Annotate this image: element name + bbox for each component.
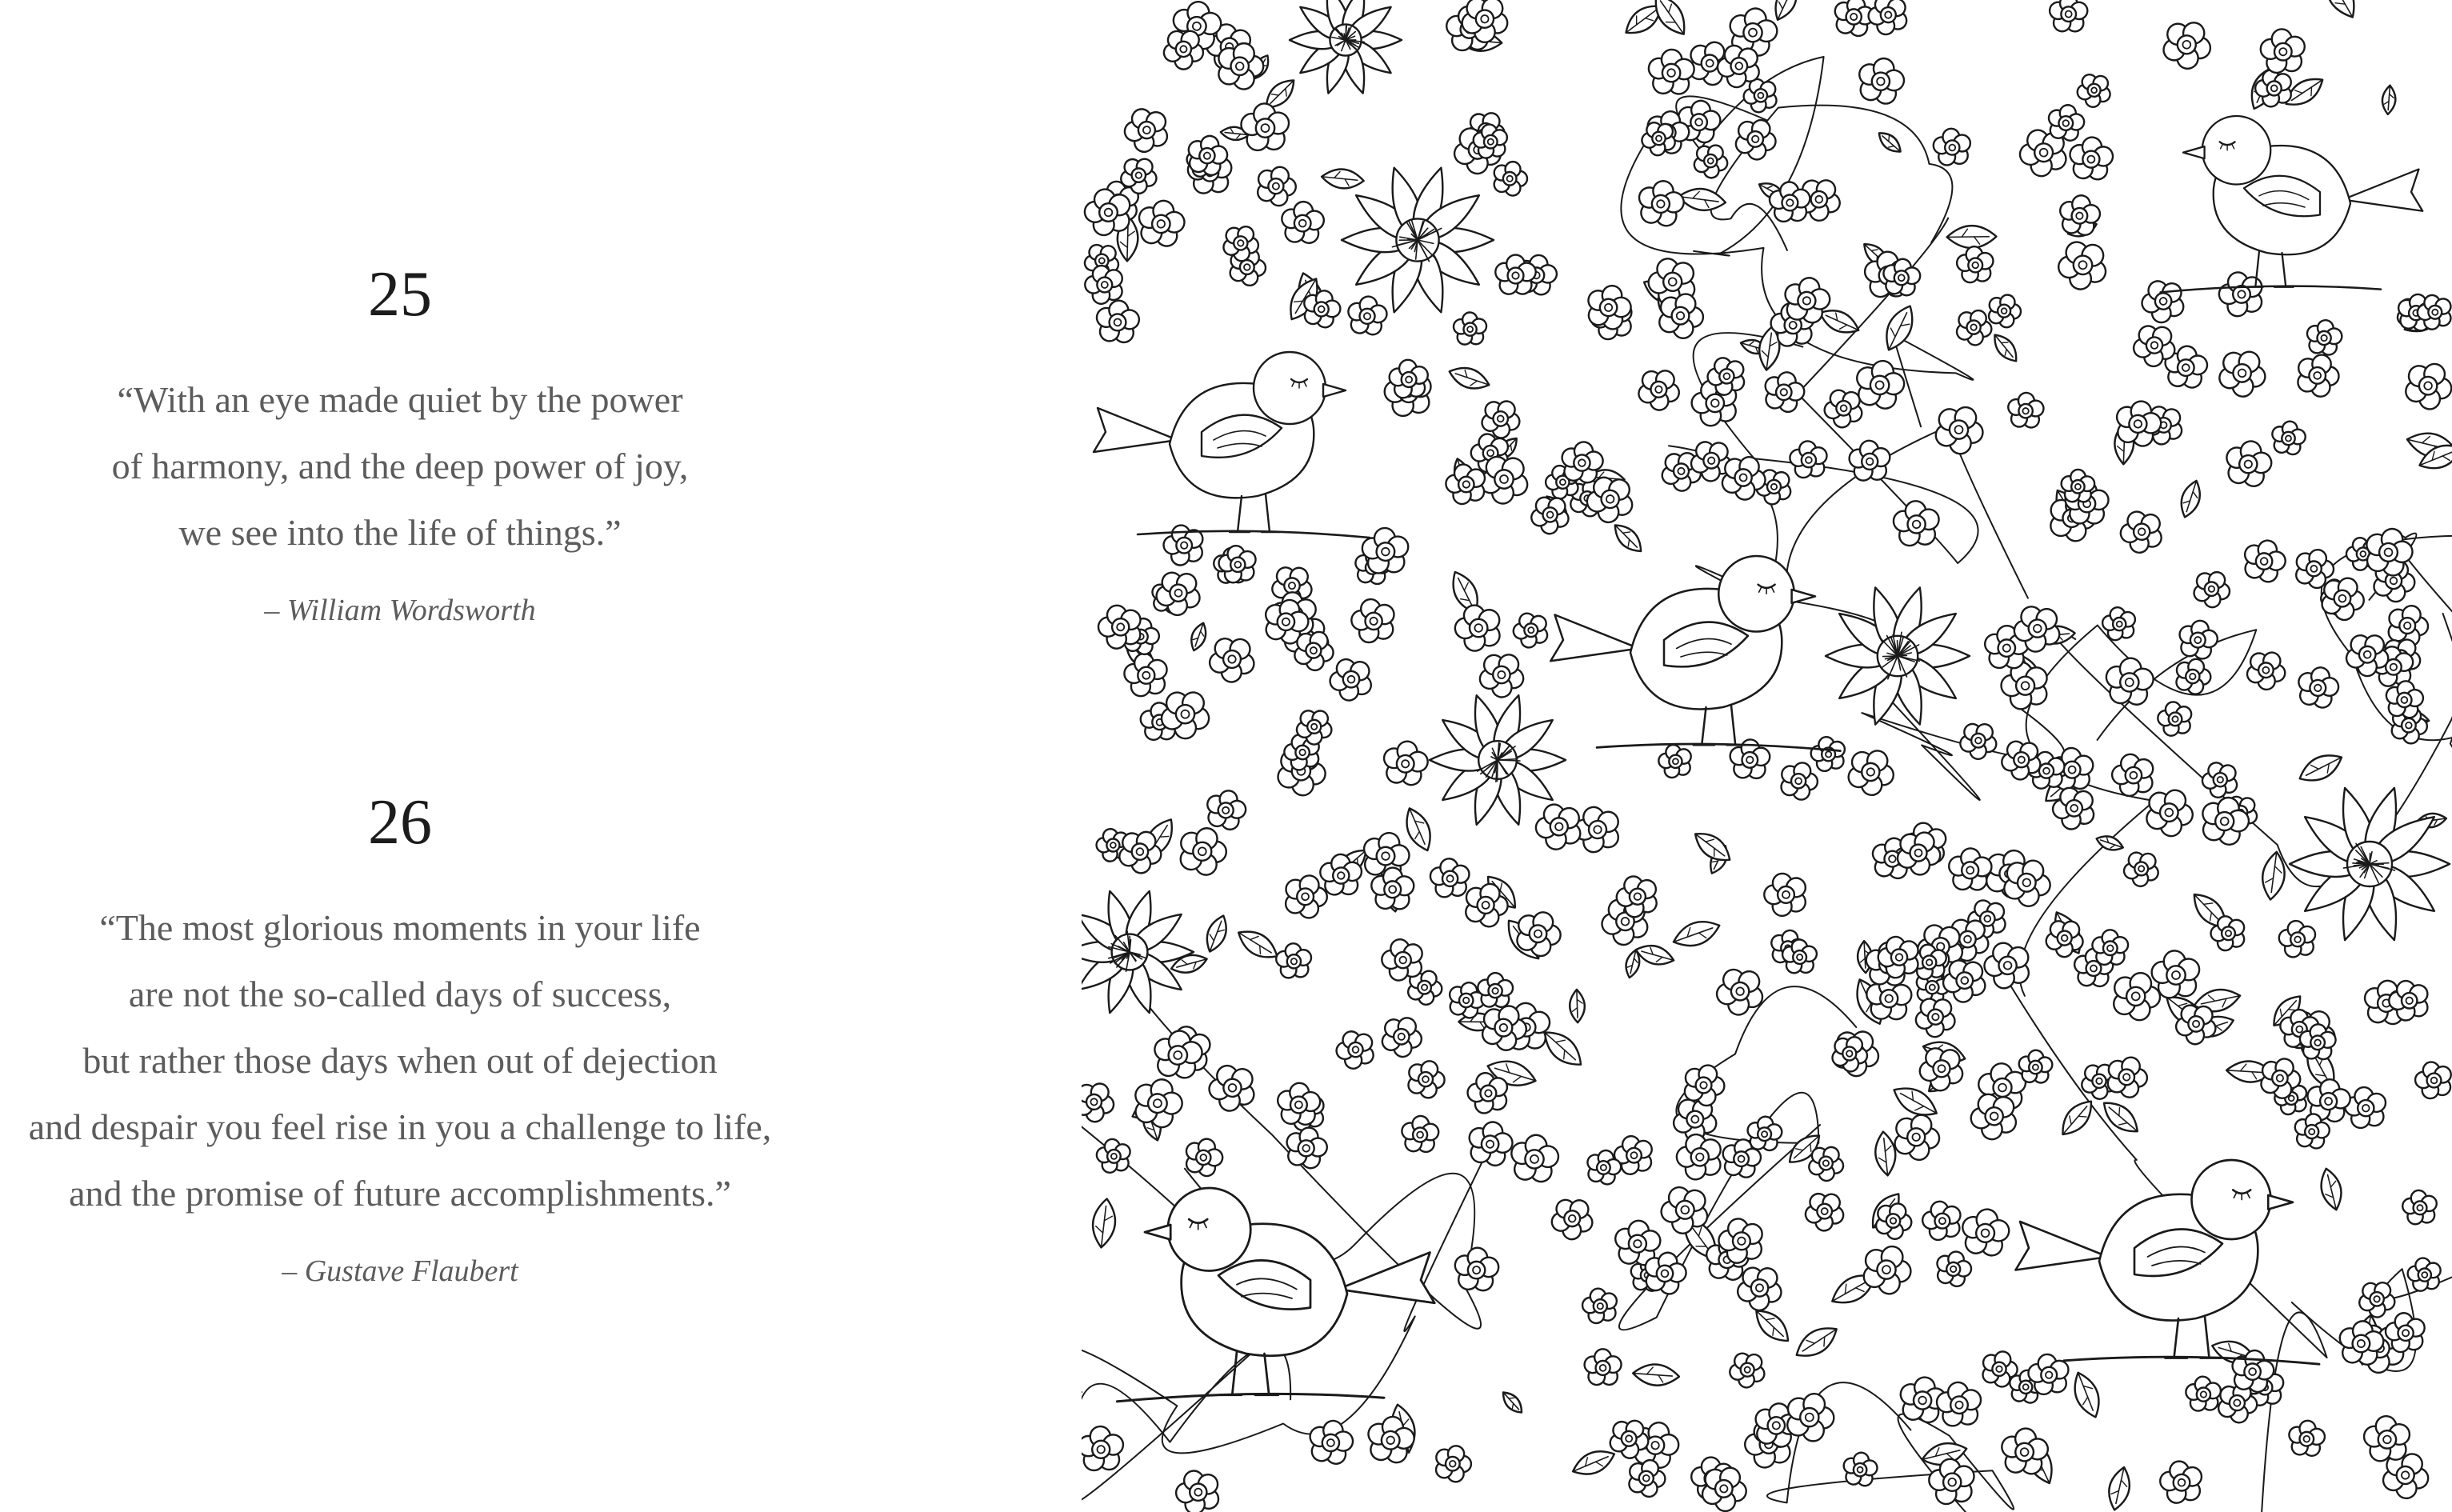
leaf <box>1569 1445 1618 1481</box>
leaf <box>1879 302 1920 355</box>
leaf <box>2382 85 2397 114</box>
blossom <box>1894 1113 1942 1162</box>
floral-pattern-art <box>1082 0 2452 1512</box>
quote-entry-26 <box>0 782 800 1295</box>
blossom <box>1408 1060 1446 1098</box>
blossom <box>1286 875 1328 918</box>
blossom <box>1158 518 1213 574</box>
blossom <box>2097 602 2142 647</box>
blossom <box>1325 652 1380 707</box>
blossom <box>1509 607 1555 654</box>
blossom <box>1181 1135 1227 1181</box>
blossom <box>2107 1056 2149 1098</box>
leaf <box>1946 226 1996 249</box>
leaf <box>1188 621 1210 653</box>
blossom <box>1447 1242 1506 1300</box>
blossom <box>1331 1025 1382 1075</box>
blossom <box>2219 436 2278 494</box>
blossom <box>1758 866 1816 925</box>
blossom <box>1233 96 1299 162</box>
large-flower <box>1826 584 1970 728</box>
blossom <box>2152 696 2199 743</box>
blossom <box>1128 1075 1188 1134</box>
quote-line: but rather those days when out of dejection <box>82 1040 718 1081</box>
blossom <box>2043 0 2095 41</box>
blossom <box>1270 938 1319 986</box>
large-flower <box>1290 0 1402 96</box>
leaf <box>1632 1363 1680 1387</box>
blossom <box>1950 241 2001 291</box>
blossom <box>1203 1058 1264 1119</box>
blossom <box>1886 494 1949 557</box>
blossom <box>1180 827 1226 875</box>
blossom <box>1658 292 1706 340</box>
leaf <box>1202 913 1231 955</box>
blossom <box>2115 505 2170 560</box>
blossom <box>1726 1348 1770 1393</box>
blossom <box>1933 402 1987 458</box>
leaf <box>1874 1130 1898 1176</box>
blossom <box>1119 102 1177 160</box>
blossom <box>1781 762 1818 800</box>
blossom <box>1462 1117 1519 1173</box>
blossom <box>2176 658 2211 694</box>
blossom <box>1684 1064 1726 1106</box>
blossom <box>1635 365 1684 414</box>
blossom <box>1806 731 1854 779</box>
blossom <box>1927 122 1978 174</box>
leaf <box>1609 519 1646 557</box>
blossom <box>2191 568 2233 610</box>
blossom <box>1670 1126 1731 1189</box>
large-flower <box>1082 888 1194 1016</box>
blossom <box>2098 652 2162 716</box>
blossom <box>2403 359 2452 413</box>
blossom <box>1152 566 1207 622</box>
quote-entry-25 <box>0 254 800 634</box>
blossom <box>2283 1416 2332 1464</box>
blossom <box>2357 1278 2399 1321</box>
leaf <box>2317 1166 2346 1212</box>
blossom <box>1787 1393 1835 1442</box>
blossom <box>1758 368 1810 418</box>
blossom <box>1342 291 1394 343</box>
blossom <box>2154 1454 2212 1512</box>
blossom <box>2266 417 2311 461</box>
bird <box>1550 556 1840 751</box>
leaf <box>2318 0 2362 23</box>
leaf <box>1321 167 1365 190</box>
blossom <box>1302 1416 1359 1472</box>
blossom <box>1577 1282 1625 1330</box>
blossom <box>2145 786 2197 839</box>
blossom <box>1838 1448 1883 1493</box>
blossom <box>2338 1080 2395 1137</box>
coloring-illustration <box>1082 0 2452 1512</box>
large-flower <box>1430 692 1566 828</box>
blossom <box>2216 346 2270 401</box>
leaf <box>2177 478 2205 520</box>
entry-number: 26 <box>368 787 432 858</box>
leaf <box>1770 0 1803 24</box>
blossom <box>1842 434 1899 490</box>
leaf <box>1989 330 2022 366</box>
blossom <box>2212 265 2273 326</box>
quote-line: we see into the life of things.” <box>178 512 622 553</box>
blossom <box>1257 166 1297 206</box>
leaf <box>2295 748 2346 788</box>
blossom <box>1942 842 2000 901</box>
entry-number: 25 <box>368 259 432 330</box>
blossom <box>1654 739 1699 785</box>
blossom <box>1170 1463 1228 1512</box>
quote-attribution: – Gustave Flaubert <box>282 1254 518 1288</box>
blossom <box>1377 736 1435 794</box>
leaf <box>2068 1369 2106 1421</box>
leaf <box>2055 1095 2098 1141</box>
blossom <box>1131 195 1191 255</box>
blossom <box>1082 1079 1118 1126</box>
leaf <box>1875 128 1905 156</box>
leaf <box>2105 1465 2134 1512</box>
blossom <box>2120 846 2164 891</box>
blossom <box>2238 537 2291 589</box>
blossom <box>1852 54 1910 112</box>
leaf <box>1670 915 1723 952</box>
blossom <box>2410 1056 2452 1106</box>
blossom <box>1578 1343 1630 1394</box>
blossom <box>1931 1248 1975 1292</box>
bird <box>2016 1160 2320 1364</box>
blossom <box>1448 307 1494 353</box>
bird <box>1094 352 1370 538</box>
blossom <box>2002 388 2050 436</box>
blossom <box>1082 1419 1133 1482</box>
blossom <box>1206 631 1262 688</box>
leaf <box>1678 186 1727 213</box>
large-flower <box>2290 784 2450 944</box>
blossom <box>2244 647 2290 693</box>
blossom <box>2273 914 2324 966</box>
blossom <box>1874 1201 1914 1241</box>
blossom <box>1476 648 1529 702</box>
quote-line: “The most glorious moments in your life <box>99 907 701 948</box>
blossom <box>1957 718 2002 764</box>
quote-page <box>0 0 1082 1512</box>
blossom <box>2298 354 2340 397</box>
leaf <box>1446 362 1492 394</box>
bird <box>2161 116 2423 292</box>
blossom <box>1723 734 1778 788</box>
blossom <box>1448 598 1510 661</box>
leaf <box>1090 1198 1118 1249</box>
blossom <box>1218 43 1263 90</box>
blossom <box>1930 1375 1991 1437</box>
blossom <box>1503 1129 1566 1192</box>
blossom <box>1711 962 1770 1022</box>
large-flower <box>1342 164 1494 316</box>
leaf <box>1570 990 1586 1023</box>
blossom <box>1494 162 1527 196</box>
blossom <box>2160 17 2215 73</box>
blossom <box>1863 0 1915 42</box>
blossom <box>1784 435 1835 486</box>
blossom <box>1345 592 1405 652</box>
blossom <box>2397 1185 2445 1233</box>
blossom <box>1395 1110 1446 1160</box>
quote-attribution: – William Wordsworth <box>264 594 536 627</box>
quote-line: are not the so-called days of success, <box>128 974 672 1014</box>
blossom <box>2053 234 2116 297</box>
leaf <box>1790 1320 1842 1364</box>
blossom <box>1380 1014 1426 1060</box>
leaf <box>1498 1388 1526 1416</box>
blossom <box>1802 1187 1850 1235</box>
blossom <box>1632 176 1691 234</box>
blossom <box>2292 663 2345 715</box>
leaf <box>2098 1095 2144 1138</box>
blossom <box>1280 1123 1333 1175</box>
quote-line: of harmony, and the deep power of joy, <box>111 446 689 486</box>
quote-line: “With an eye made quiet by the power <box>117 379 683 420</box>
blossom <box>1917 1195 1970 1249</box>
quote-line: and despair you feel rise in you a challenge to life, <box>28 1106 772 1147</box>
leaf <box>1234 924 1282 965</box>
blossom <box>2074 69 2116 112</box>
blossom <box>1548 1194 1598 1245</box>
blossom <box>1988 294 2022 328</box>
blossom <box>2137 274 2192 329</box>
quote-line: and the promise of future accomplishments.” <box>69 1173 731 1214</box>
blossom <box>1436 1446 1472 1482</box>
blossom <box>1846 746 1898 799</box>
